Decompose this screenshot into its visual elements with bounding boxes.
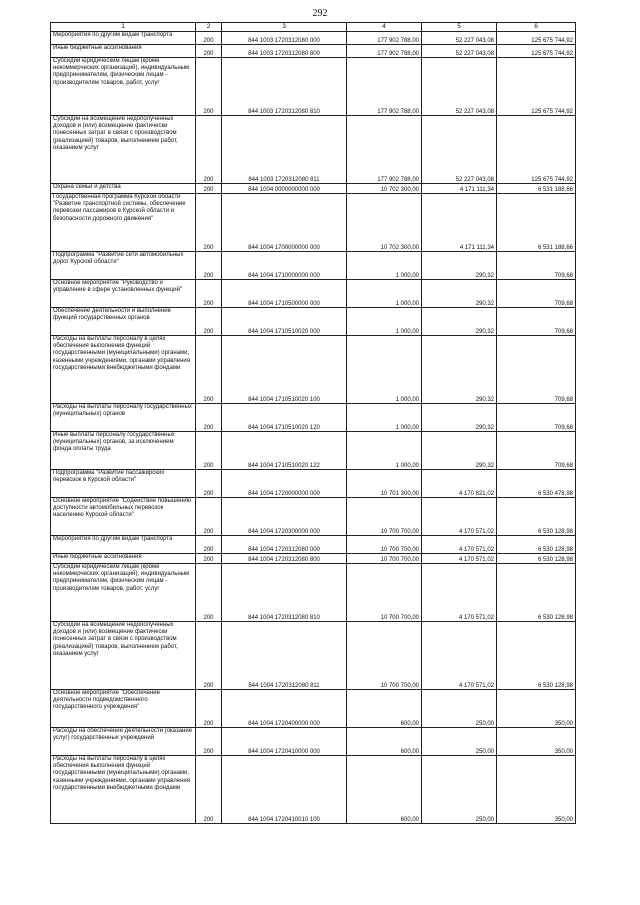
column-header: 4: [347, 23, 422, 32]
row-classification-code: 844 1003 1720312080 000: [222, 32, 347, 45]
row-unexecuted-amount: 709,68: [497, 308, 576, 336]
table-row: [51, 252, 576, 280]
row-executed-amount: 4 170 571,02: [422, 498, 497, 536]
row-approved-amount: 177 902 788,00: [347, 45, 422, 58]
row-unexecuted-amount: 6 530 128,98: [497, 536, 576, 554]
row-approved-amount: 10 701 300,00: [347, 470, 422, 498]
row-unexecuted-amount: 350,00: [497, 756, 576, 824]
table-row: [51, 622, 576, 690]
row-name: Мероприятия по другим видам транспорта: [51, 536, 196, 554]
table-row: [51, 45, 576, 58]
row-executed-amount: 52 227 043,08: [422, 45, 497, 58]
row-chapter-code: 200: [196, 184, 222, 194]
table-row: [51, 554, 576, 564]
row-chapter-code: 200: [196, 756, 222, 824]
row-executed-amount: 52 227 043,08: [422, 32, 497, 45]
table-row: [51, 498, 576, 536]
row-classification-code: 844 1004 1710500000 000: [222, 280, 347, 308]
row-chapter-code: 200: [196, 116, 222, 184]
row-approved-amount: 1 000,00: [347, 404, 422, 432]
table-row: [51, 564, 576, 622]
row-chapter-code: 200: [196, 536, 222, 554]
table-row: [51, 756, 576, 824]
row-approved-amount: 1 000,00: [347, 308, 422, 336]
row-classification-code: 844 1004 1720410000 000: [222, 728, 347, 756]
row-chapter-code: 200: [196, 554, 222, 564]
row-name: Субсидии юридическим лицам (кроме некоммерческих организаций), индивидуальным предпринимателям, физическим лицам - производителям товаров, работ, услуг: [51, 58, 196, 116]
budget-table: [50, 22, 576, 824]
header-row: [51, 23, 576, 32]
row-classification-code: 844 1004 1710510020 122: [222, 432, 347, 470]
column-header: 3: [222, 23, 347, 32]
row-classification-code: 844 1004 0000000000 000: [222, 184, 347, 194]
table-row: [51, 184, 576, 194]
row-approved-amount: 10 700 700,00: [347, 498, 422, 536]
table-row: [51, 308, 576, 336]
row-classification-code: 844 1004 1710000000 000: [222, 252, 347, 280]
table-row: [51, 470, 576, 498]
row-chapter-code: 200: [196, 498, 222, 536]
row-executed-amount: 4 170 821,02: [422, 470, 497, 498]
row-classification-code: 844 1004 1710510020 000: [222, 308, 347, 336]
row-unexecuted-amount: 709,68: [497, 404, 576, 432]
row-name: Мероприятия по другим видам транспорта: [51, 32, 196, 45]
row-chapter-code: 200: [196, 336, 222, 404]
row-name: Основное мероприятие "Содействие повышению доступности автомобильных перевозок населению Курской области": [51, 498, 196, 536]
row-unexecuted-amount: 125 675 744,92: [497, 32, 576, 45]
row-unexecuted-amount: 6 530 128,98: [497, 564, 576, 622]
row-unexecuted-amount: 6 531 188,66: [497, 194, 576, 252]
row-chapter-code: 200: [196, 564, 222, 622]
row-classification-code: 844 1004 1700000000 000: [222, 194, 347, 252]
row-approved-amount: 1 000,00: [347, 432, 422, 470]
row-chapter-code: 200: [196, 432, 222, 470]
row-name: Иные бюджетные ассигнования: [51, 554, 196, 564]
row-approved-amount: 10 700 700,00: [347, 564, 422, 622]
table-row: [51, 32, 576, 45]
row-executed-amount: 52 227 043,08: [422, 58, 497, 116]
row-unexecuted-amount: 709,68: [497, 280, 576, 308]
table-row: [51, 336, 576, 404]
row-classification-code: 844 1004 1720410010 100: [222, 756, 347, 824]
row-name: Иные выплаты персоналу государственных (муниципальных) органов, за исключением фонда оплаты труда: [51, 432, 196, 470]
row-approved-amount: 177 902 788,00: [347, 116, 422, 184]
row-name: Субсидии на возмещение недополученных доходов и (или) возмещение фактически понесенных затрат в связи с производством (реализацией) товаров, выполнением работ, оказанием услуг: [51, 116, 196, 184]
row-classification-code: 844 1004 1720312080 811: [222, 622, 347, 690]
row-chapter-code: 200: [196, 194, 222, 252]
column-header: 6: [497, 23, 576, 32]
row-unexecuted-amount: 125 675 744,92: [497, 116, 576, 184]
row-unexecuted-amount: 6 530 478,98: [497, 470, 576, 498]
table-row: [51, 728, 576, 756]
row-unexecuted-amount: 709,68: [497, 432, 576, 470]
row-name: Иные бюджетные ассигнования: [51, 45, 196, 58]
row-approved-amount: 10 702 300,00: [347, 194, 422, 252]
row-approved-amount: 10 702 300,00: [347, 184, 422, 194]
row-approved-amount: 10 700 700,00: [347, 536, 422, 554]
row-name: Подпрограмма "Развитие сети автомобильных дорог Курской области": [51, 252, 196, 280]
row-approved-amount: 10 700 700,00: [347, 554, 422, 564]
row-executed-amount: 290,32: [422, 432, 497, 470]
row-name: Обеспечение деятельности и выполнение функций государственных органов: [51, 308, 196, 336]
row-name: Подпрограмма "Развитие пассажирских перевозок в Курской области": [51, 470, 196, 498]
column-header: 5: [422, 23, 497, 32]
row-chapter-code: 200: [196, 622, 222, 690]
row-executed-amount: 290,32: [422, 404, 497, 432]
row-classification-code: 844 1004 1720312080 000: [222, 536, 347, 554]
row-executed-amount: 250,00: [422, 690, 497, 728]
table-row: [51, 116, 576, 184]
row-executed-amount: 290,32: [422, 336, 497, 404]
row-chapter-code: 200: [196, 690, 222, 728]
row-executed-amount: 4 170 571,02: [422, 554, 497, 564]
row-name: Субсидии на возмещение недополученных доходов и (или) возмещение фактически понесенных затрат в связи с производством (реализацией) товаров, выполнением работ, оказанием услуг: [51, 622, 196, 690]
row-name: Расходы на выплаты персоналу в целях обеспечения выполнения функций государственными (муниципальными) органами, казенными учреждениями, органами управления государственными внебюджетными фондами: [51, 756, 196, 824]
row-name: Расходы на обеспечение деятельности (оказание услуг) государственных учреждений: [51, 728, 196, 756]
row-unexecuted-amount: 6 531 188,66: [497, 184, 576, 194]
row-name: Государственная программа Курской области "Развитие транспортной системы, обеспечение перевозки пассажиров в Курской области и безопасности дорожного движения": [51, 194, 196, 252]
row-executed-amount: 4 170 571,02: [422, 536, 497, 554]
table-row: [51, 432, 576, 470]
row-executed-amount: 52 227 043,08: [422, 116, 497, 184]
row-name: Расходы на выплаты персоналу государственных (муниципальных) органов: [51, 404, 196, 432]
row-unexecuted-amount: 6 530 128,98: [497, 498, 576, 536]
row-approved-amount: 177 902 788,00: [347, 58, 422, 116]
row-approved-amount: 177 902 788,00: [347, 32, 422, 45]
row-approved-amount: 10 700 700,00: [347, 622, 422, 690]
row-classification-code: 844 1004 1710510020 100: [222, 336, 347, 404]
row-chapter-code: 200: [196, 308, 222, 336]
page-number: 292: [312, 8, 328, 19]
row-name: Субсидии юридическим лицам (кроме некоммерческих организаций), индивидуальным предпринимателям, физическим лицам - производителям товаров, работ, услуг: [51, 564, 196, 622]
row-approved-amount: 600,00: [347, 756, 422, 824]
row-executed-amount: 250,00: [422, 728, 497, 756]
row-chapter-code: 200: [196, 404, 222, 432]
row-name: Основное мероприятие "Руководство и управление в сфере установленных функций": [51, 280, 196, 308]
row-classification-code: 844 1004 1720400000 000: [222, 690, 347, 728]
row-classification-code: 844 1004 1710510020 120: [222, 404, 347, 432]
row-executed-amount: 290,32: [422, 252, 497, 280]
row-chapter-code: 200: [196, 58, 222, 116]
row-classification-code: 844 1003 1720312080 800: [222, 45, 347, 58]
table-row: [51, 536, 576, 554]
row-unexecuted-amount: 6 530 128,98: [497, 622, 576, 690]
row-unexecuted-amount: 6 530 128,98: [497, 554, 576, 564]
row-executed-amount: 290,32: [422, 280, 497, 308]
row-approved-amount: 600,00: [347, 728, 422, 756]
row-chapter-code: 200: [196, 728, 222, 756]
row-chapter-code: 200: [196, 280, 222, 308]
row-approved-amount: 1 000,00: [347, 280, 422, 308]
row-chapter-code: 200: [196, 32, 222, 45]
row-approved-amount: 1 000,00: [347, 336, 422, 404]
row-unexecuted-amount: 709,68: [497, 336, 576, 404]
row-executed-amount: 4 170 571,02: [422, 564, 497, 622]
row-unexecuted-amount: 350,00: [497, 690, 576, 728]
row-classification-code: 844 1004 1720300000 000: [222, 498, 347, 536]
row-chapter-code: 200: [196, 470, 222, 498]
row-executed-amount: 290,32: [422, 308, 497, 336]
column-header: 2: [196, 23, 222, 32]
row-name: Охрана семьи и детства: [51, 184, 196, 194]
row-classification-code: 844 1004 1720312080 800: [222, 554, 347, 564]
table-row: [51, 280, 576, 308]
row-chapter-code: 200: [196, 252, 222, 280]
row-executed-amount: 250,00: [422, 756, 497, 824]
table-row: [51, 404, 576, 432]
row-unexecuted-amount: 709,68: [497, 252, 576, 280]
row-approved-amount: 1 000,00: [347, 252, 422, 280]
table-row: [51, 194, 576, 252]
row-name: Расходы на выплаты персоналу в целях обеспечения выполнения функций государственными (муниципальными) органами, казенными учреждениями, органами управления государственными внебюджетными фондами: [51, 336, 196, 404]
row-chapter-code: 200: [196, 45, 222, 58]
row-unexecuted-amount: 125 675 744,92: [497, 58, 576, 116]
table-row: [51, 58, 576, 116]
row-name: Основное мероприятие "Обеспечение деятельности подведомственного государственного учреждения": [51, 690, 196, 728]
row-classification-code: 844 1004 1720000000 000: [222, 470, 347, 498]
row-classification-code: 844 1004 1720312080 810: [222, 564, 347, 622]
table-row: [51, 690, 576, 728]
row-classification-code: 844 1003 1720312080 811: [222, 116, 347, 184]
row-approved-amount: 600,00: [347, 690, 422, 728]
row-unexecuted-amount: 350,00: [497, 728, 576, 756]
row-executed-amount: 4 171 111,34: [422, 184, 497, 194]
row-executed-amount: 4 171 111,34: [422, 194, 497, 252]
row-executed-amount: 4 170 571,02: [422, 622, 497, 690]
row-classification-code: 844 1003 1720312080 810: [222, 58, 347, 116]
row-unexecuted-amount: 125 675 744,92: [497, 45, 576, 58]
column-header: 1: [51, 23, 196, 32]
